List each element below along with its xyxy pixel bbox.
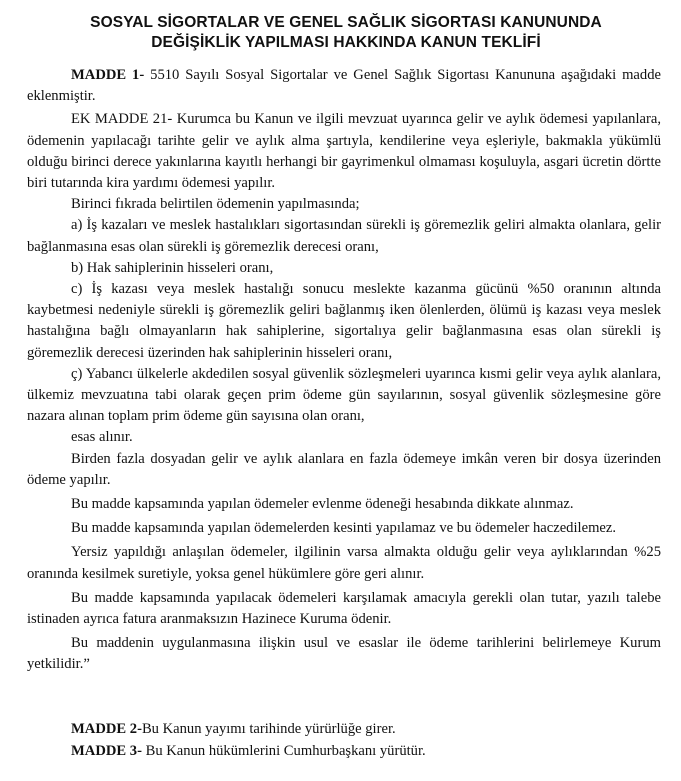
madde-1-intro-text: 5510 Sayılı Sosyal Sigortalar ve Genel Sağlık Sigortası Kanununa aşağıdaki madde eklenmiştir. xyxy=(27,67,661,105)
closing-articles xyxy=(27,718,661,762)
madde-2 xyxy=(27,718,661,740)
authority-paragraph: Bu maddenin uygulanmasına ilişkin usul ve esaslar ile ödeme tarihlerini belirlemeye Kurum yetkilidir.” xyxy=(27,635,661,673)
treasury-payment-paragraph: Bu madde kapsamında yapılacak ödemeleri karşılamak amacıyla gerekli olan tutar, yazılı talebe istinaden ayrıca fatura aranmaksızın Hazinece Kuruma ödenir. xyxy=(27,589,661,628)
madde-2-label: MADDE 2- xyxy=(71,721,142,737)
marriage-allowance-paragraph: Bu madde kapsamında yapılan ödemeler evlenme ödeneği hesabında dikkate alınmaz. xyxy=(71,496,574,513)
no-deduction-paragraph: Bu madde kapsamında yapılan ödemelerden kesinti yapılamaz ve bu ödemeler haczedilemez. xyxy=(71,520,617,537)
document-title-line-2: DEĞİŞİKLİK YAPILMASI HAKKINDA KANUN TEKLİFİ xyxy=(151,34,541,51)
item-b: b) Hak sahiplerinin hisseleri oranı, xyxy=(71,259,274,276)
madde-3-text: Bu Kanun hükümlerini Cumhurbaşkanı yürütür. xyxy=(141,743,426,759)
madde-2-text: Bu Kanun yayımı tarihinde yürürlüğe girer. xyxy=(141,721,396,737)
madde-3 xyxy=(27,740,661,762)
multiple-files-paragraph: Birden fazla dosyadan gelir ve aylık alanlara en fazla ödemeye imkân veren bir dosya üzerinden ödeme yapılır. xyxy=(27,450,661,488)
esas-alinir-line: esas alınır. xyxy=(71,429,133,446)
overpayment-paragraph: Yersiz yapıldığı anlaşılan ödemeler, ilgilinin varsa almakta olduğu gelir veya aylıklarından %25 oranında kesilmek suretiyle, yoksa genel hükümlere göre geri alınır. xyxy=(27,544,661,582)
item-c-cedilla: ç) Yabancı ülkelerle akdedilen sosyal güvenlik sözleşmeleri uyarınca kısmi gelir veya aylık alanlara, ülkemiz mevzuatına tabi olarak geçen prim ödeme gün sayılarının, sosyal güvenlik sözleşmesine göre nazara alınan toplam prim ödeme gün sayısına olan oranı, xyxy=(27,365,661,425)
first-clause-intro: Birinci fıkrada belirtilen ödemenin yapılmasında; xyxy=(71,196,360,213)
madde-3-label: MADDE 3- xyxy=(71,743,142,759)
document-title-line-1: SOSYAL SİGORTALAR VE GENEL SAĞLIK SİGORTASI KANUNUNDA xyxy=(90,14,602,31)
madde-1-intro xyxy=(27,65,661,107)
ek-madde-21-paragraph: EK MADDE 21- Kurumca bu Kanun ve ilgili mevzuat uyarınca gelir ve aylık ödemesi yapılanlara, ödemenin yapılacağı tarihte gelir ve aylık alma şartıyla, kendilerine veya eşleriyle, bakmakla yükümlü olduğu birinci derece yakınlarına kayıtlı herhangi bir gayrimenkul olmaması koşuluyla, asgari ücretin dörtte biri tutarında kira yardımı ödemesi yapılır. xyxy=(27,111,661,192)
item-a: a) İş kazaları ve meslek hastalıkları sigortasından sürekli iş göremezlik geliri almakta olanlara, gelir bağlanmasına esas olan sürekli iş göremezlik derecesi oranı, xyxy=(27,217,661,255)
madde-1-label: MADDE 1- xyxy=(71,67,145,83)
item-c: c) İş kazası veya meslek hastalığı sonucu meslekte kazanma gücünü %50 oranının altında kaybetmesi nedeniyle sürekli iş göremezlik geliri bağlanmış iken ölenlerden, ölümü iş kazası veya meslek hastalığına bağlı olmayanların hak sahiplerine, sigortalıya gelir bağlanmasına esas olan sürekli iş göremezlik derecesi üzerinden hak sahiplerinin hisseleri oranı, xyxy=(27,281,661,361)
document-body xyxy=(27,65,661,676)
